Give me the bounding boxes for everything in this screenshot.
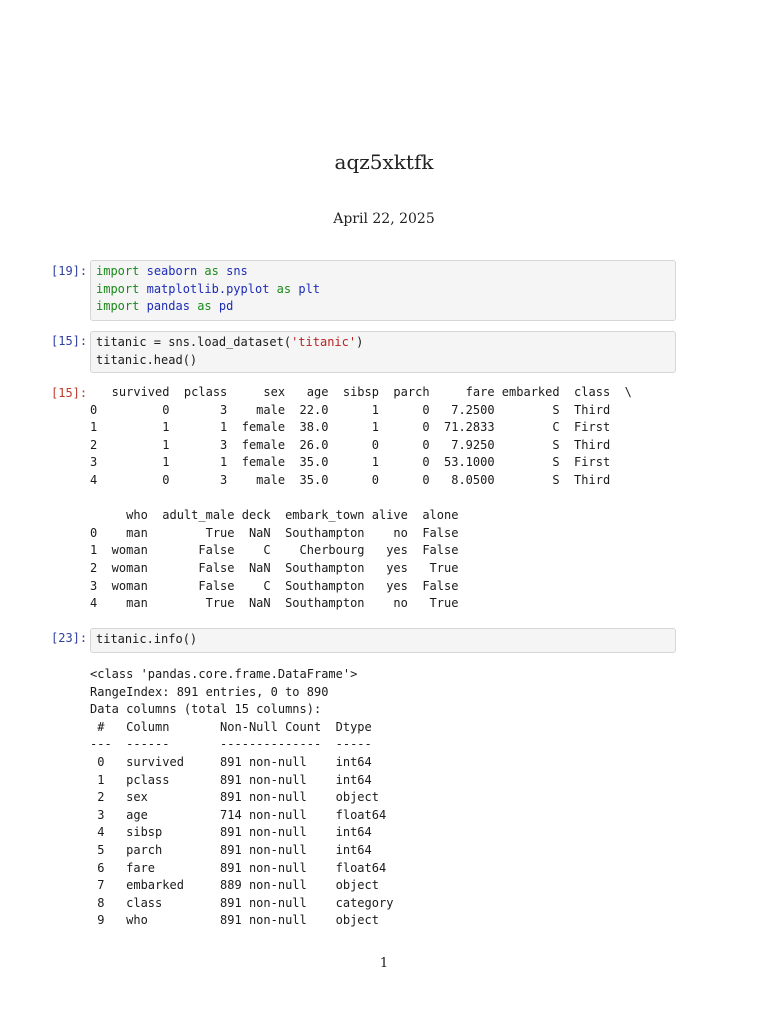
code-line-1 bbox=[96, 334, 670, 352]
keyword: import bbox=[96, 264, 140, 278]
page-number: 1 bbox=[379, 956, 389, 971]
module-name: pandas bbox=[146, 299, 190, 313]
keyword: as bbox=[276, 281, 292, 296]
code-line-3 bbox=[96, 298, 670, 316]
document-title: aqz5xktfk bbox=[334, 150, 434, 174]
code-line-1 bbox=[96, 263, 670, 281]
string-literal: 'titanic' bbox=[291, 335, 357, 349]
output-15-dataframe: survived pclass sex age sibsp parch fare embarked class \ 0 0 3 male 22.0 1 0 7.2500 S Third 1 1 1 female 38.0 1 0 71.2833 C First 2 1 3 female 26.0 0 0 7.9250 S Third 3 1 1 female 35.0 1 0 53.1000 S First 4 0 3 male 35.0 0 0 8.0500 S Third who adult_male deck embark_town alive alone 0 man True NaN Southampton no False 1 woman False C Cherbourg yes False 2 woman False NaN Southampton yes True 3 woman False C Southampton yes False 4 man True NaN Southampton no True bbox=[90, 385, 632, 611]
code-line-2 bbox=[96, 281, 670, 299]
code-text: titanic = sns.load_dataset( bbox=[96, 335, 292, 349]
module-name: matplotlib.pyplot bbox=[146, 281, 270, 296]
alias-name: sns bbox=[226, 264, 248, 278]
alias-name: plt bbox=[298, 281, 321, 296]
keyword: import bbox=[96, 299, 140, 313]
keyword: import bbox=[96, 281, 140, 296]
cell-19-prompt: [19]: bbox=[51, 264, 88, 278]
module-name: seaborn bbox=[146, 264, 198, 278]
keyword: as bbox=[197, 299, 212, 313]
cell-23-prompt: [23]: bbox=[51, 631, 88, 645]
cell-15-prompt: [15]: bbox=[51, 334, 88, 348]
code-text: ) bbox=[356, 335, 364, 349]
document-date: April 22, 2025 bbox=[333, 211, 435, 227]
cell-23-code[interactable] bbox=[90, 628, 676, 653]
cell-15-code[interactable] bbox=[90, 331, 676, 373]
alias-name: pd bbox=[218, 299, 234, 313]
code-line-1: titanic.info() bbox=[96, 632, 198, 646]
output-15-prompt: [15]: bbox=[51, 386, 88, 400]
cell-19-code[interactable] bbox=[90, 260, 676, 321]
output-23-info: <class 'pandas.core.frame.DataFrame'> RangeIndex: 891 entries, 0 to 890 Data columns (total 15 columns): # Column Non-Null Count Dtype --- ------ -------------- ----- 0 survived 891 non-null int64 1 pclass 891 non-null int64 2 sex 891 non-null object 3 age 714 non-null float64 4 sibsp 891 non-null int64 5 parch 891 non-null int64 6 fare 891 non-null float64 7 embarked 889 non-null object 8 class 891 non-null category 9 who 891 non-null object bbox=[90, 667, 394, 928]
code-line-2: titanic.head() bbox=[96, 352, 198, 367]
keyword: as bbox=[204, 264, 219, 278]
